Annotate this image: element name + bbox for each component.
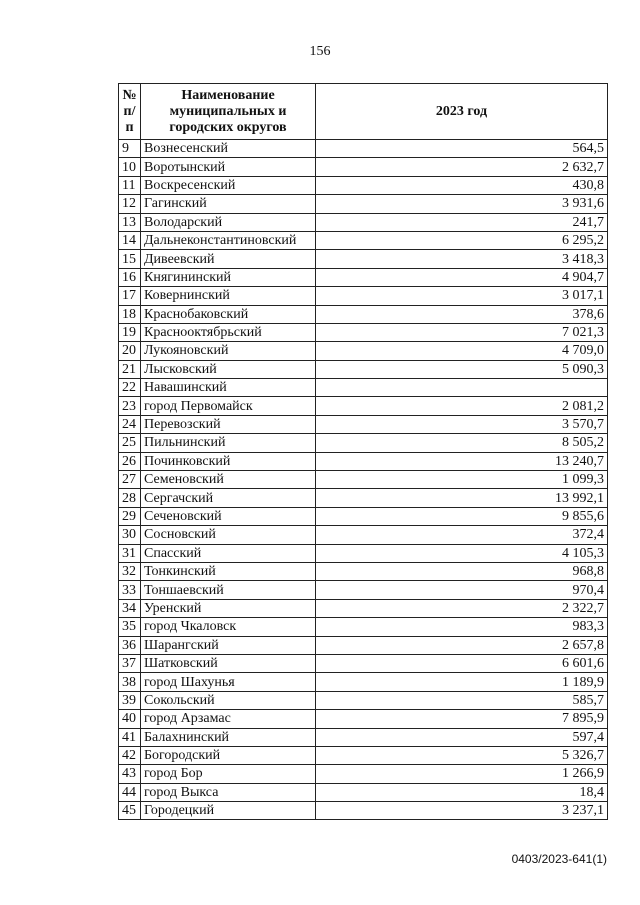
value-2023: 1 099,3 — [316, 471, 608, 489]
table-row — [119, 287, 608, 305]
table-row — [119, 710, 608, 728]
table-row — [119, 507, 608, 525]
district-name: город Выкса — [141, 783, 316, 801]
table-row — [119, 434, 608, 452]
value-2023: 2 081,2 — [316, 397, 608, 415]
row-number: 35 — [119, 618, 141, 636]
district-name: город Чкаловск — [141, 618, 316, 636]
value-2023: 378,6 — [316, 305, 608, 323]
table-row — [119, 195, 608, 213]
row-number: 17 — [119, 287, 141, 305]
district-name: Вознесенский — [141, 140, 316, 158]
district-name: Краснооктябрьский — [141, 323, 316, 341]
value-2023: 968,8 — [316, 562, 608, 580]
district-name: Ковернинский — [141, 287, 316, 305]
table-row — [119, 268, 608, 286]
table-header-row — [119, 84, 608, 140]
value-2023 — [316, 379, 608, 397]
value-2023: 9 855,6 — [316, 507, 608, 525]
table-row — [119, 783, 608, 801]
value-2023: 8 505,2 — [316, 434, 608, 452]
table-row — [119, 397, 608, 415]
row-number: 37 — [119, 654, 141, 672]
value-2023: 7 021,3 — [316, 323, 608, 341]
district-name: Тонкинский — [141, 562, 316, 580]
row-number: 18 — [119, 305, 141, 323]
row-number: 28 — [119, 489, 141, 507]
table-row — [119, 746, 608, 764]
value-2023: 564,5 — [316, 140, 608, 158]
value-2023: 4 904,7 — [316, 268, 608, 286]
value-2023: 5 090,3 — [316, 360, 608, 378]
table-row — [119, 654, 608, 672]
table-row — [119, 618, 608, 636]
table-row — [119, 158, 608, 176]
table-row — [119, 802, 608, 820]
value-2023: 18,4 — [316, 783, 608, 801]
value-2023: 6 601,6 — [316, 654, 608, 672]
row-number: 39 — [119, 691, 141, 709]
district-name: Воротынский — [141, 158, 316, 176]
district-name: город Арзамас — [141, 710, 316, 728]
district-name: Починковский — [141, 452, 316, 470]
value-2023: 13 992,1 — [316, 489, 608, 507]
district-name: Тоншаевский — [141, 581, 316, 599]
table-row — [119, 691, 608, 709]
table-row — [119, 765, 608, 783]
page-number: 156 — [309, 44, 331, 59]
district-name: Сеченовский — [141, 507, 316, 525]
value-2023: 3 237,1 — [316, 802, 608, 820]
row-number: 32 — [119, 562, 141, 580]
header-num: № п/п — [119, 84, 141, 140]
table-row — [119, 176, 608, 194]
table-row — [119, 489, 608, 507]
table-row — [119, 250, 608, 268]
table-row — [119, 213, 608, 231]
row-number: 14 — [119, 231, 141, 249]
row-number: 26 — [119, 452, 141, 470]
district-name: Воскресенский — [141, 176, 316, 194]
district-name: Навашинский — [141, 379, 316, 397]
value-2023: 2 632,7 — [316, 158, 608, 176]
row-number: 25 — [119, 434, 141, 452]
table-row — [119, 360, 608, 378]
row-number: 45 — [119, 802, 141, 820]
table-row — [119, 342, 608, 360]
value-2023: 241,7 — [316, 213, 608, 231]
district-name: Сокольский — [141, 691, 316, 709]
value-2023: 1 189,9 — [316, 673, 608, 691]
row-number: 43 — [119, 765, 141, 783]
district-name: Сергачский — [141, 489, 316, 507]
value-2023: 983,3 — [316, 618, 608, 636]
header-year: 2023 год — [316, 84, 608, 140]
row-number: 42 — [119, 746, 141, 764]
table-row — [119, 305, 608, 323]
row-number: 27 — [119, 471, 141, 489]
table-row — [119, 526, 608, 544]
value-2023: 3 418,3 — [316, 250, 608, 268]
row-number: 15 — [119, 250, 141, 268]
document-code: 0403/2023-641(1) — [511, 852, 607, 866]
district-name: Сосновский — [141, 526, 316, 544]
row-number: 30 — [119, 526, 141, 544]
row-number: 24 — [119, 415, 141, 433]
value-2023: 2 322,7 — [316, 599, 608, 617]
row-number: 40 — [119, 710, 141, 728]
district-name: Городецкий — [141, 802, 316, 820]
district-name: Богородский — [141, 746, 316, 764]
value-2023: 3 570,7 — [316, 415, 608, 433]
value-2023: 970,4 — [316, 581, 608, 599]
header-name: Наименование муниципальных и городских округов — [141, 84, 316, 140]
row-number: 38 — [119, 673, 141, 691]
table-row — [119, 379, 608, 397]
table-row — [119, 636, 608, 654]
value-2023: 585,7 — [316, 691, 608, 709]
table-row — [119, 415, 608, 433]
row-number: 36 — [119, 636, 141, 654]
table-row — [119, 581, 608, 599]
value-2023: 597,4 — [316, 728, 608, 746]
value-2023: 1 266,9 — [316, 765, 608, 783]
value-2023: 430,8 — [316, 176, 608, 194]
row-number: 33 — [119, 581, 141, 599]
value-2023: 7 895,9 — [316, 710, 608, 728]
row-number: 31 — [119, 544, 141, 562]
row-number: 12 — [119, 195, 141, 213]
district-name: Лукояновский — [141, 342, 316, 360]
table-row — [119, 471, 608, 489]
row-number: 21 — [119, 360, 141, 378]
district-name: Княгининский — [141, 268, 316, 286]
table-row — [119, 562, 608, 580]
row-number: 22 — [119, 379, 141, 397]
district-name: Краснобаковский — [141, 305, 316, 323]
table-row — [119, 323, 608, 341]
table-row — [119, 599, 608, 617]
table-body — [119, 140, 608, 820]
table-row — [119, 544, 608, 562]
district-name: Шарангский — [141, 636, 316, 654]
district-name: Лысковский — [141, 360, 316, 378]
table-row — [119, 728, 608, 746]
table-row — [119, 673, 608, 691]
value-2023: 372,4 — [316, 526, 608, 544]
table-row — [119, 452, 608, 470]
row-number: 34 — [119, 599, 141, 617]
row-number: 10 — [119, 158, 141, 176]
value-2023: 4 709,0 — [316, 342, 608, 360]
row-number: 9 — [119, 140, 141, 158]
data-table — [118, 83, 608, 820]
district-name: Дивеевский — [141, 250, 316, 268]
row-number: 29 — [119, 507, 141, 525]
district-name: Володарский — [141, 213, 316, 231]
value-2023: 2 657,8 — [316, 636, 608, 654]
row-number: 44 — [119, 783, 141, 801]
value-2023: 13 240,7 — [316, 452, 608, 470]
district-name: Шатковский — [141, 654, 316, 672]
district-name: город Первомайск — [141, 397, 316, 415]
district-name: Пильнинский — [141, 434, 316, 452]
table-row — [119, 140, 608, 158]
district-name: Семеновский — [141, 471, 316, 489]
district-name: Перевозский — [141, 415, 316, 433]
value-2023: 5 326,7 — [316, 746, 608, 764]
district-name: город Бор — [141, 765, 316, 783]
district-name: Уренский — [141, 599, 316, 617]
value-2023: 4 105,3 — [316, 544, 608, 562]
district-name: Дальнеконстантиновский — [141, 231, 316, 249]
district-name: Балахнинский — [141, 728, 316, 746]
row-number: 20 — [119, 342, 141, 360]
district-name: Спасский — [141, 544, 316, 562]
row-number: 13 — [119, 213, 141, 231]
value-2023: 3 931,6 — [316, 195, 608, 213]
value-2023: 6 295,2 — [316, 231, 608, 249]
district-name: город Шахунья — [141, 673, 316, 691]
row-number: 11 — [119, 176, 141, 194]
table-row — [119, 231, 608, 249]
district-name: Гагинский — [141, 195, 316, 213]
row-number: 19 — [119, 323, 141, 341]
value-2023: 3 017,1 — [316, 287, 608, 305]
row-number: 23 — [119, 397, 141, 415]
row-number: 16 — [119, 268, 141, 286]
row-number: 41 — [119, 728, 141, 746]
